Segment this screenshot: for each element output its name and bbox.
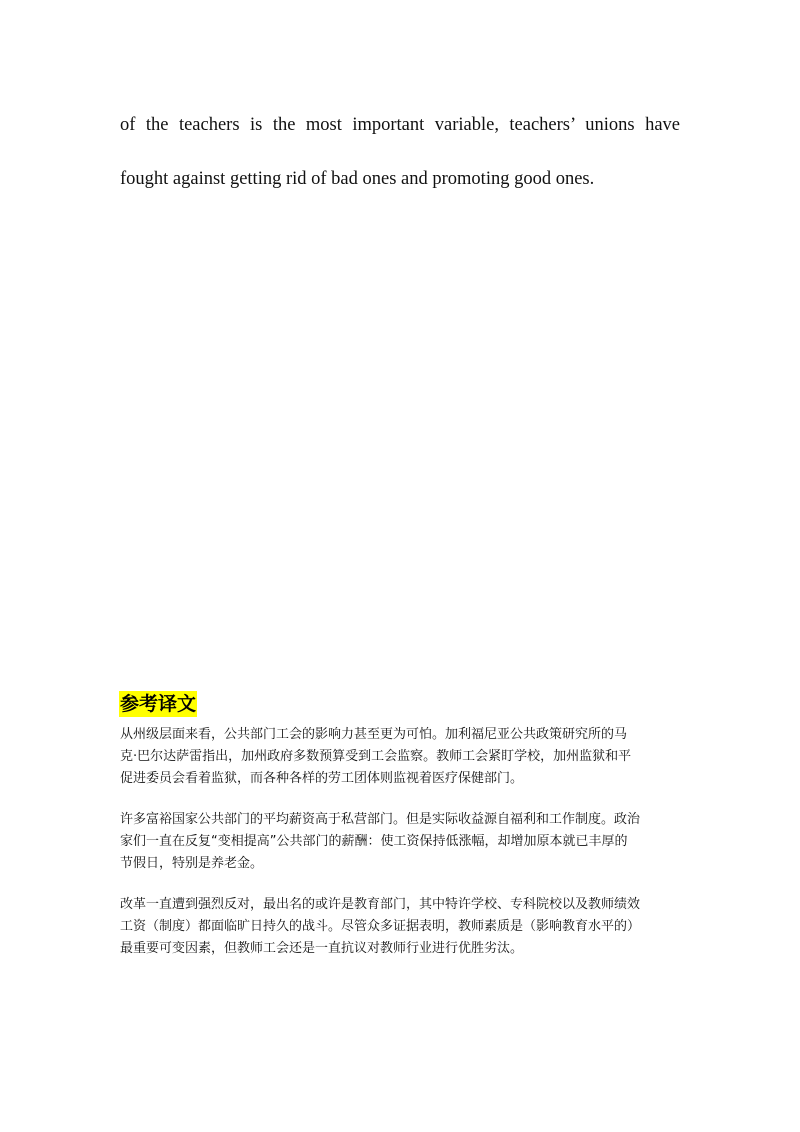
- translation-line: 促进委员会看着监狱，而各种各样的劳工团体则监视着医疗保健部门。: [120, 771, 524, 786]
- translation-line: 家们一直在反复“变相提高”公共部门的薪酬：使工资保持低涨幅，却增加原本就已丰厚的: [120, 834, 628, 849]
- translation-line: 工资（制度）都面临旷日持久的战斗。尽管众多证据表明，教师素质是（影响教育水平的）: [120, 919, 641, 934]
- translation-line: 从州级层面来看，公共部门工会的影响力甚至更为可怕。加利福尼亚公共政策研究所的马: [120, 727, 628, 742]
- reference-translation-heading: 参考译文: [120, 693, 197, 715]
- translation-line: 克·巴尔达萨雷指出，加州政府多数预算受到工会监察。教师工会紧盯学校，加州监狱和平: [120, 749, 632, 764]
- translation-paragraph-2: [120, 810, 686, 876]
- translation-paragraph-1: [120, 725, 686, 791]
- english-line-2: fought against getting rid of bad ones and promoting good ones.: [120, 169, 595, 189]
- translation-line: 最重要可变因素，但教师工会还是一直抗议对教师行业进行优胜劣汰。: [120, 941, 524, 956]
- translation-line: 许多富裕国家公共部门的平均薪资高于私营部门。但是实际收益源自福利和工作制度。政治: [120, 812, 641, 827]
- translation-paragraph-3: [120, 895, 686, 961]
- english-line-1: of the teachers is the most important variable, teachers’ unions have: [120, 115, 680, 135]
- translation-line: 改革一直遭到强烈反对，最出名的或许是教育部门，其中特许学校、专科院校以及教师绩效: [120, 897, 641, 912]
- translation-line: 节假日，特别是养老金。: [120, 856, 264, 871]
- english-paragraph: [120, 114, 680, 194]
